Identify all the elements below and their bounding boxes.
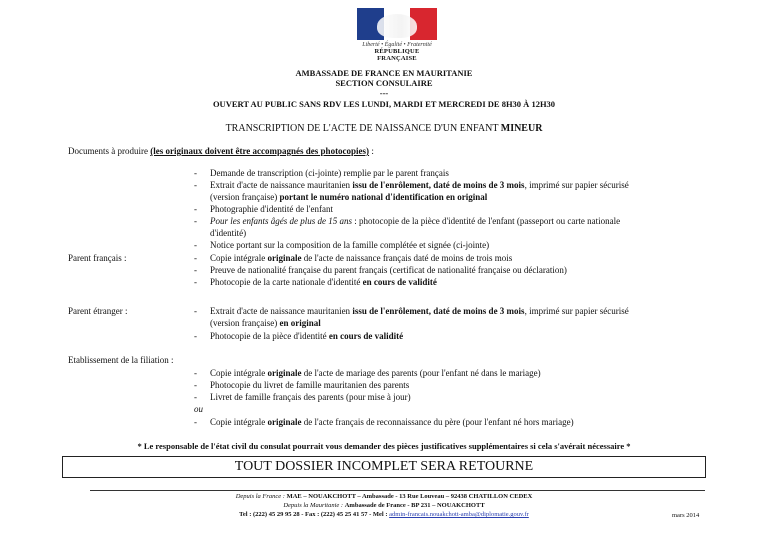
footer-divider xyxy=(90,490,705,491)
item-text: , imprimé sur papier sécurisé xyxy=(524,180,629,190)
item-text: Preuve de nationalité française du parent français (certificat de nationalité française ou déclaration) xyxy=(210,265,567,275)
list-item: - Photocopie du livret de famille mauritanien des parents xyxy=(194,380,410,390)
footer-line-mauritanie xyxy=(0,502,768,510)
footer-label: Depuis la France : xyxy=(235,493,287,500)
list-item: - Photographie d'identité de l'enfant xyxy=(194,204,333,214)
or-text xyxy=(194,404,203,416)
item-text: (version française) xyxy=(210,318,280,328)
republic-name: RÉPUBLIQUE FRANÇAISE xyxy=(374,48,420,62)
item-text: Photographie d'identité de l'enfant xyxy=(210,204,333,214)
list-item: - Demande de transcription (ci-jointe) remplie par le parent français xyxy=(194,168,449,178)
list-item: - Photocopie de la carte nationale d'identité en cours de validité xyxy=(194,277,437,287)
list-item: - Extrait d'acte de naissance mauritanien issu de l'enrôlement, daté de moins de 3 mois, imprimé sur papier sécurisé xyxy=(194,180,629,190)
opening-hours: OUVERT AU PUBLIC SANS RDV LES LUNDI, MARDI ET MERCREDI DE 8H30 À 12H30 xyxy=(212,99,556,109)
item-text: de l'acte français de reconnaissance du père (pour l'enfant né hors mariage) xyxy=(301,417,574,427)
title-text: TRANSCRIPTION DE L'ACTE DE NAISSANCE D'UN ENFANT xyxy=(225,123,499,134)
section-name: SECTION CONSULAIRE xyxy=(335,78,433,88)
item-text: , imprimé sur papier sécurisé xyxy=(524,306,629,316)
item-text: Livret de famille français des parents (pour mise à jour) xyxy=(210,392,411,402)
item-bold: originale xyxy=(267,417,302,427)
footer-contact: Tel : (222) 45 29 95 28 - Fax : (222) 45 25 41 57 - Mel : xyxy=(239,511,390,518)
list-item-cont xyxy=(210,192,487,204)
parent-etranger-label: Parent étranger : xyxy=(68,306,128,316)
item-bold: en cours de validité xyxy=(362,277,437,287)
item-text: Photocopie de la carte nationale d'identité xyxy=(210,277,363,287)
item-text: de l'acte de naissance français daté de moins de trois mois xyxy=(301,253,513,263)
list-item: - Pour les enfants âgés de plus de 15 ans : photocopie de la pièce d'identité de l'enfant (passeport ou carte nationale xyxy=(194,216,621,226)
item-text: Copie intégrale xyxy=(210,417,268,427)
item-text: Copie intégrale xyxy=(210,253,268,263)
item-bold: portant le numéro national d'identification en original xyxy=(279,192,488,202)
separator: --- xyxy=(379,88,389,98)
document-title xyxy=(0,123,768,134)
list-item: - Notice portant sur la composition de la famille complétée et signée (ci-jointe) xyxy=(194,240,490,250)
list-item: - Preuve de nationalité française du parent français (certificat de nationalité française ou déclaration) xyxy=(194,265,567,275)
item-bold: en original xyxy=(279,318,321,328)
marianne-flag-icon xyxy=(357,8,437,40)
list-item: - Copie intégrale originale de l'acte de mariage des parents (pour l'enfant né dans le mariage) xyxy=(194,368,541,378)
item-bold: issu de l'enrôlement, daté de moins de 3 mois xyxy=(352,306,525,316)
item-text: Photocopie du livret de famille mauritanien des parents xyxy=(210,380,410,390)
item-text: : photocopie de la pièce d'identité de l'enfant (passeport ou carte nationale xyxy=(352,216,621,226)
motto: Liberté • Égalité • Fraternité xyxy=(362,42,432,48)
or-italic: ou xyxy=(194,404,203,414)
footer-address: MAE – NOUAKCHOTT – Ambassade - 13 Rue Louveau – 92438 CHATILLON CEDEX xyxy=(286,493,533,500)
item-bold: originale xyxy=(267,368,302,378)
footer-line-france xyxy=(0,493,768,501)
item-bold: en cours de validité xyxy=(328,331,404,341)
email-link[interactable]: admin-francais.nouakchott-amba@diplomatie.gouv.fr xyxy=(389,511,529,518)
republic-logo xyxy=(357,8,437,62)
footer-address: Ambassade de France - BP 231 – NOUAKCHOTT xyxy=(344,502,485,509)
item-text: Extrait d'acte de naissance mauritanien xyxy=(210,180,353,190)
list-item: - Extrait d'acte de naissance mauritanien issu de l'enrôlement, daté de moins de 3 mois, imprimé sur papier sécurisé xyxy=(194,306,629,316)
item-bold: originale xyxy=(267,253,302,263)
intro-end: : xyxy=(369,146,374,156)
list-item-cont xyxy=(210,318,321,330)
filiation-label: Etablissement de la filiation : xyxy=(68,355,174,365)
title-bold: MINEUR xyxy=(500,123,543,134)
item-text: Photocopie de la pièce d'identité xyxy=(210,331,329,341)
list-item: - Photocopie de la pièce d'identité en cours de validité xyxy=(194,331,404,341)
footer-line-contact xyxy=(0,511,768,519)
item-bold: issu de l'enrôlement, daté de moins de 3 mois xyxy=(352,180,525,190)
documents-intro xyxy=(68,146,374,158)
incomplete-file-warning: TOUT DOSSIER INCOMPLET SERA RETOURNE xyxy=(62,456,706,478)
item-text: Extrait d'acte de naissance mauritanien xyxy=(210,306,353,316)
item-text: Demande de transcription (ci-jointe) remplie par le parent français xyxy=(210,168,449,178)
footer-label: Depuis la Mauritanie : xyxy=(283,502,345,509)
item-text: de l'acte de mariage des parents (pour l'enfant né dans le mariage) xyxy=(301,368,541,378)
item-italic: Pour les enfants âgés de plus de 15 ans xyxy=(210,216,352,226)
document-date: mars 2014 xyxy=(672,512,700,519)
list-item: - Copie intégrale originale de l'acte de naissance français daté de moins de trois mois xyxy=(194,253,513,263)
item-text: d'identité) xyxy=(210,228,247,238)
item-text: Notice portant sur la composition de la famille complétée et signée (ci-jointe) xyxy=(210,240,490,250)
intro-text: Documents à produire xyxy=(68,146,148,156)
embassy-name: AMBASSADE DE FRANCE EN MAURITANIE xyxy=(295,68,473,78)
parent-francais-label: Parent français : xyxy=(68,253,127,263)
list-item-cont xyxy=(210,228,246,240)
list-item: - Livret de famille français des parents (pour mise à jour) xyxy=(194,392,411,402)
item-text: Copie intégrale xyxy=(210,368,268,378)
item-text: (version française) xyxy=(210,192,280,202)
intro-bold: (les originaux doivent être accompagnés des photocopies) xyxy=(150,146,370,156)
list-item: - Copie intégrale originale de l'acte français de reconnaissance du père (pour l'enfant né hors mariage) xyxy=(194,417,574,427)
additional-documents-notice: * Le responsable de l'état civil du consulat pourrait vous demander des pièces justificatives supplémentaires si cela s'avérait nécessaire * xyxy=(137,441,631,451)
